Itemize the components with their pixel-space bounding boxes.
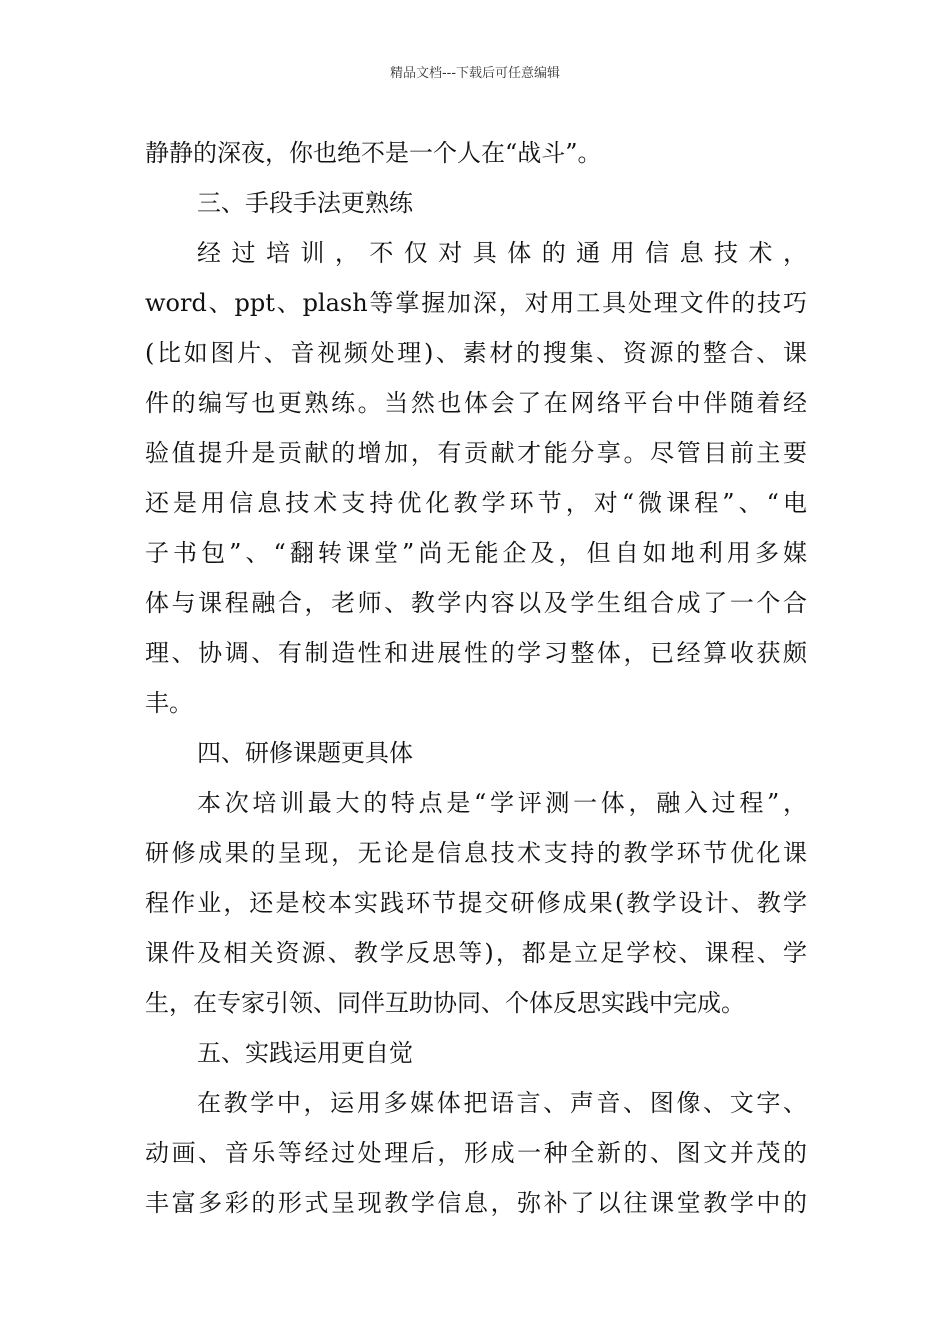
text-line: 经过培训，不仅对具体的通用信息技术，	[197, 239, 807, 267]
text-line: 程作业，还是校本实践环节提交研修成果(教学设计、教学	[145, 889, 807, 917]
text-line: 件的编写也更熟练。当然也体会了在网络平台中伴随着经	[145, 389, 807, 417]
text-line: 在教学中，运用多媒体把语言、声音、图像、文字、	[197, 1089, 807, 1117]
page-header: 精品文档---下载后可任意编辑	[389, 66, 561, 81]
section-heading: 四、研修课题更具体	[197, 739, 413, 767]
text-line: 生，在专家引领、同伴互助协同、个体反思实践中完成。	[145, 989, 745, 1017]
text-line: (比如图片、音视频处理)、素材的搜集、资源的整合、课	[145, 339, 807, 367]
text-line: 动画、音乐等经过处理后，形成一种全新的、图文并茂的	[145, 1139, 807, 1167]
text-line: 丰。	[145, 689, 193, 717]
text-line: 本次培训最大的特点是“学评测一体，融入过程”，	[197, 789, 807, 817]
text-line: 静静的深夜，你也绝不是一个人在“战斗”。	[145, 139, 602, 167]
text-line: 还是用信息技术支持优化教学环节，对“微课程”、“电	[145, 489, 807, 517]
section-heading: 五、实践运用更自觉	[197, 1039, 413, 1067]
text-line: 子书包”、“翻转课堂”尚无能企及，但自如地利用多媒	[145, 539, 807, 567]
text-line: 课件及相关资源、教学反思等)，都是立足学校、课程、学	[145, 939, 807, 967]
text-line: 研修成果的呈现，无论是信息技术支持的教学环节优化课	[145, 839, 807, 867]
text-line: 体与课程融合，老师、教学内容以及学生组合成了一个合	[145, 589, 807, 617]
section-heading: 三、手段手法更熟练	[197, 189, 413, 217]
text-line: word、ppt、plash等掌握加深，对用工具处理文件的技巧	[145, 289, 807, 317]
text-line: 丰富多彩的形式呈现教学信息，弥补了以往课堂教学中的	[145, 1189, 807, 1217]
text-line: 验值提升是贡献的增加，有贡献才能分享。尽管目前主要	[145, 439, 807, 467]
document-body	[145, 128, 807, 1228]
text-line: 理、协调、有制造性和进展性的学习整体，已经算收获颇	[145, 639, 807, 667]
